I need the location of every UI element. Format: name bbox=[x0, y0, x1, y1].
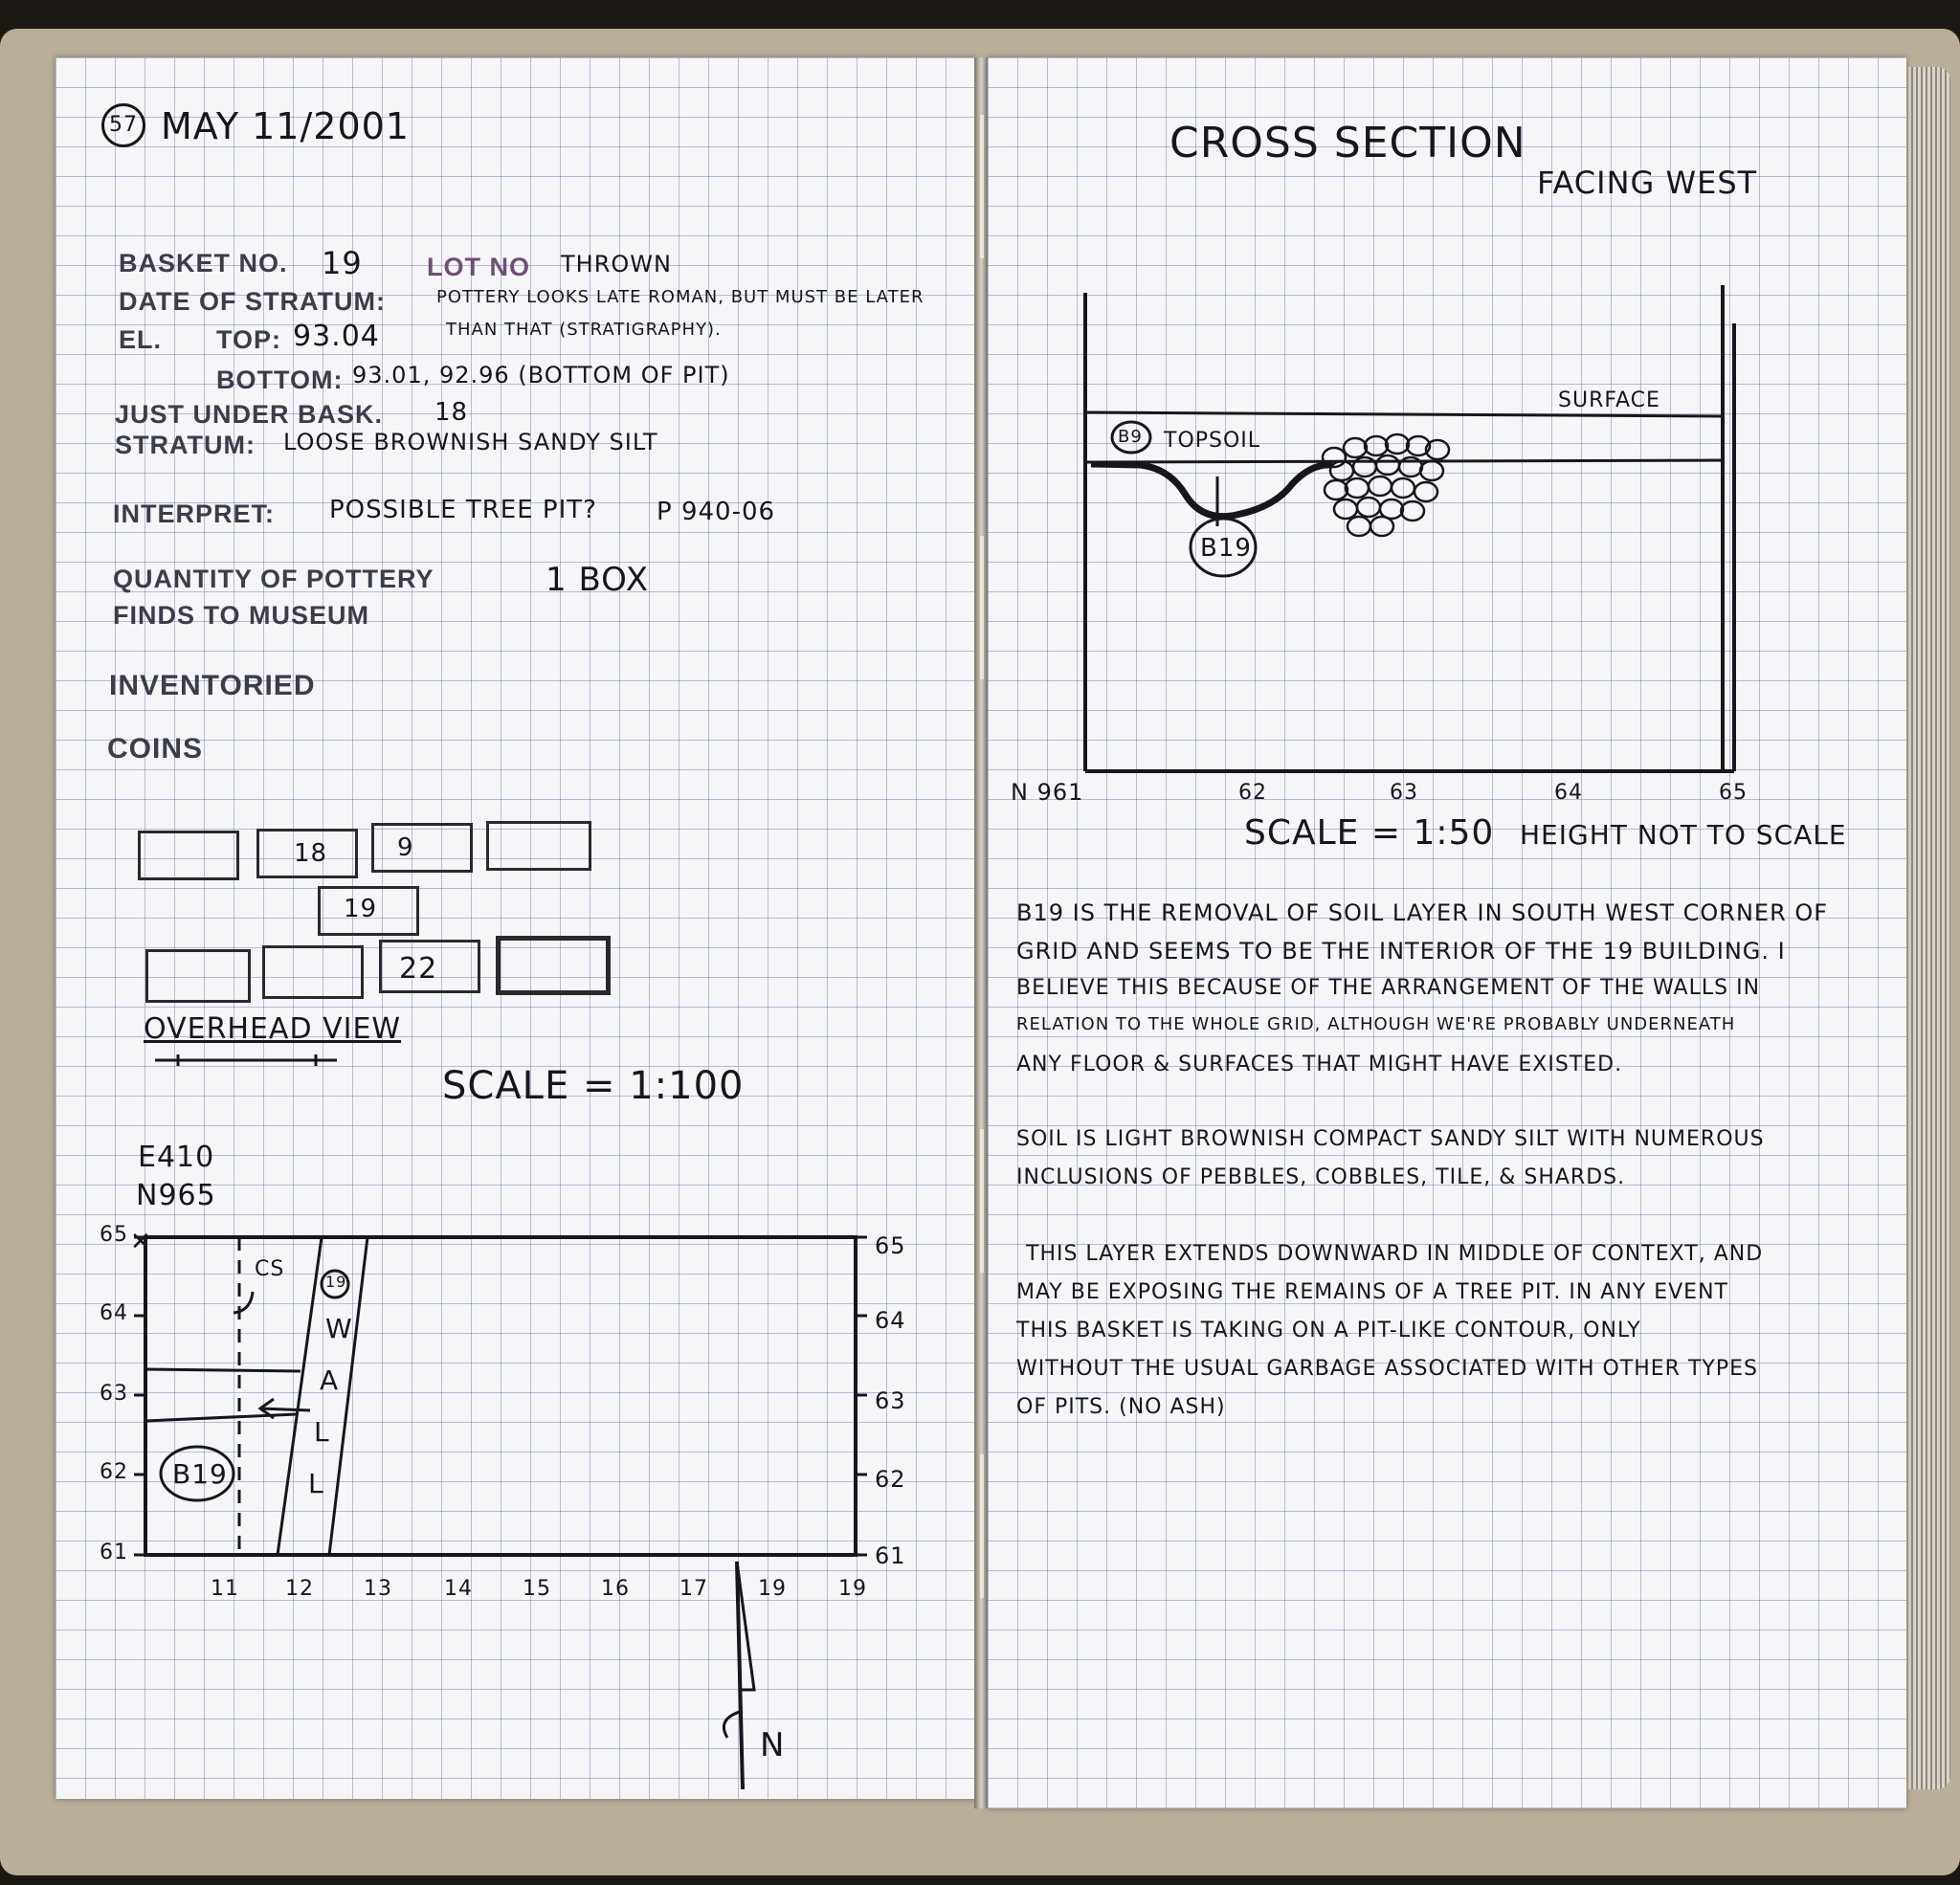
notes-line: B19 IS THE REMOVAL OF SOIL LAYER IN SOUTH WEST CORNER OF bbox=[1016, 899, 1829, 926]
notes-line: RELATION TO THE WHOLE GRID, ALTHOUGH WE'RE PROBABLY UNDERNEATH bbox=[1016, 1014, 1736, 1034]
basket-value: 19 bbox=[322, 245, 363, 281]
plan-e-label: E410 bbox=[138, 1141, 215, 1174]
notes-line: THIS LAYER EXTENDS DOWNWARD IN MIDDLE OF CONTEXT, AND bbox=[1026, 1242, 1764, 1266]
plan-n-label: N965 bbox=[136, 1179, 216, 1212]
plan-y-tick-left: 65 bbox=[100, 1223, 128, 1247]
right-page bbox=[988, 57, 1906, 1808]
bottom-label: BOTTOM: bbox=[216, 366, 344, 394]
plan-wall-letter: A bbox=[320, 1364, 340, 1396]
plan-x-tick: 19 bbox=[838, 1577, 867, 1601]
section-x-tick: 65 bbox=[1719, 781, 1748, 805]
facing-label: FACING WEST bbox=[1537, 165, 1758, 201]
quantity-label: QUANTITY OF POTTERY bbox=[113, 565, 434, 593]
topsoil-label: TOPSOIL bbox=[1164, 429, 1261, 453]
coins-label: COINS bbox=[107, 733, 204, 765]
notes-line: SOIL IS LIGHT BROWNISH COMPACT SANDY SILT WITH NUMEROUS bbox=[1016, 1127, 1765, 1151]
notes-line: GRID AND SEEMS TO BE THE INTERIOR OF THE 19 BUILDING. I bbox=[1016, 938, 1786, 965]
basket-box: 18 bbox=[256, 829, 358, 878]
plan-x-tick: 11 bbox=[211, 1577, 239, 1601]
lot-value: THROWN bbox=[561, 251, 672, 277]
entry-date: MAY 11/2001 bbox=[161, 105, 410, 147]
interpret-value: POSSIBLE TREE PIT? bbox=[329, 496, 597, 524]
plan-y-tick-left: 64 bbox=[100, 1301, 128, 1325]
plan-wall-letter: L bbox=[314, 1416, 330, 1448]
stratum-label: STRATUM: bbox=[115, 431, 256, 459]
plan-y-tick-right: 61 bbox=[875, 1542, 906, 1569]
page-number: 57 bbox=[101, 103, 145, 147]
notes-line: BELIEVE THIS BECAUSE OF THE ARRANGEMENT OF THE WALLS IN bbox=[1016, 976, 1761, 1000]
page-edges bbox=[1908, 67, 1950, 1789]
plan-x-tick: 19 bbox=[758, 1577, 787, 1601]
plan-x-tick: 17 bbox=[679, 1577, 708, 1601]
plan-origin-cross: ✕ bbox=[130, 1228, 151, 1256]
notes-line: THIS BASKET IS TAKING ON A PIT-LIKE CONTOUR, ONLY bbox=[1016, 1319, 1641, 1342]
basket-box: 19 bbox=[318, 886, 419, 936]
overhead-view-label: OVERHEAD VIEW bbox=[144, 1012, 402, 1046]
plan-y-tick-right: 63 bbox=[875, 1387, 906, 1414]
notes-line: INCLUSIONS OF PEBBLES, COBBLES, TILE, & SHARDS. bbox=[1016, 1165, 1626, 1189]
north-label: N bbox=[760, 1726, 786, 1764]
plan-y-tick-right: 64 bbox=[875, 1307, 906, 1334]
plan-drawing bbox=[56, 57, 976, 1799]
section-x-tick: 62 bbox=[1238, 781, 1267, 805]
plan-y-tick-right: 62 bbox=[875, 1466, 906, 1493]
plan-basket-ref: B19 bbox=[172, 1458, 228, 1490]
just-under-label: JUST UNDER BASK. bbox=[115, 400, 384, 429]
basket-box: 9 bbox=[371, 823, 473, 873]
plan-y-tick-left: 63 bbox=[100, 1382, 128, 1406]
notes-line: ANY FLOOR & SURFACES THAT MIGHT HAVE EXISTED. bbox=[1016, 1053, 1623, 1076]
inventoried-label: INVENTORIED bbox=[109, 670, 316, 701]
cross-section-drawing bbox=[988, 57, 1906, 1808]
plan-wall-letter: L bbox=[308, 1468, 324, 1499]
basket-label: BASKET NO. bbox=[119, 249, 288, 277]
stratum-value: LOOSE BROWNISH SANDY SILT bbox=[283, 429, 658, 455]
overhead-scale: SCALE = 1:100 bbox=[442, 1064, 745, 1108]
notes-line: OF PITS. (NO ASH) bbox=[1016, 1395, 1226, 1419]
height-note: HEIGHT NOT TO SCALE bbox=[1520, 819, 1847, 851]
plan-x-tick: 16 bbox=[601, 1577, 630, 1601]
date-of-stratum-label: DATE OF STRATUM: bbox=[119, 287, 386, 316]
binding-stitch bbox=[980, 115, 984, 258]
pit-ref: B19 bbox=[1200, 534, 1252, 563]
top-value: 93.04 bbox=[293, 320, 380, 353]
notes-line: WITHOUT THE USUAL GARBAGE ASSOCIATED WITH OTHER TYPES bbox=[1016, 1357, 1758, 1381]
plan-x-tick: 12 bbox=[285, 1577, 314, 1601]
bottom-value: 93.01, 92.96 (BOTTOM OF PIT) bbox=[352, 362, 730, 388]
plan-y-tick-left: 61 bbox=[100, 1541, 128, 1564]
cross-section-title: CROSS SECTION bbox=[1169, 119, 1526, 167]
section-scale: SCALE = 1:50 bbox=[1244, 813, 1495, 853]
plan-x-tick: 15 bbox=[523, 1577, 551, 1601]
just-under-value: 18 bbox=[434, 398, 469, 427]
plan-wall-letter: W bbox=[325, 1313, 353, 1344]
plan-x-tick: 14 bbox=[444, 1577, 473, 1601]
interpret-ref: P 940-06 bbox=[657, 498, 776, 526]
notes-line: MAY BE EXPOSING THE REMAINS OF A TREE PIT. IN ANY EVENT bbox=[1016, 1280, 1728, 1304]
surface-label: SURFACE bbox=[1558, 388, 1660, 412]
section-x-start: N 961 bbox=[1011, 779, 1084, 806]
section-x-tick: 63 bbox=[1390, 781, 1418, 805]
plan-y-tick-left: 62 bbox=[100, 1460, 128, 1484]
binding-stitch bbox=[980, 1454, 984, 1598]
binding-stitch bbox=[980, 536, 984, 679]
basket-box: 22 bbox=[379, 940, 480, 993]
section-x-tick: 64 bbox=[1554, 781, 1583, 805]
top-label: TOP: bbox=[216, 325, 282, 354]
interpret-label: INTERPRET: bbox=[113, 499, 276, 528]
binding-stitch bbox=[980, 1129, 984, 1273]
plan-y-tick-right: 65 bbox=[875, 1232, 906, 1259]
topsoil-ref: B9 bbox=[1118, 427, 1143, 447]
plan-x-tick: 13 bbox=[364, 1577, 392, 1601]
plan-wall-ref: 19 bbox=[325, 1273, 347, 1291]
finds-label: FINDS TO MUSEUM bbox=[113, 601, 370, 630]
el-label: EL. bbox=[119, 325, 163, 354]
quantity-value: 1 BOX bbox=[546, 561, 650, 599]
lot-label: LOT NO bbox=[427, 253, 530, 281]
date-of-stratum-value-1: POTTERY LOOKS LATE ROMAN, BUT MUST BE LATER bbox=[436, 287, 924, 307]
date-of-stratum-value-2: THAN THAT (STRATIGRAPHY). bbox=[446, 320, 722, 340]
left-page bbox=[56, 57, 976, 1799]
plan-cs-label: CS bbox=[255, 1257, 285, 1281]
